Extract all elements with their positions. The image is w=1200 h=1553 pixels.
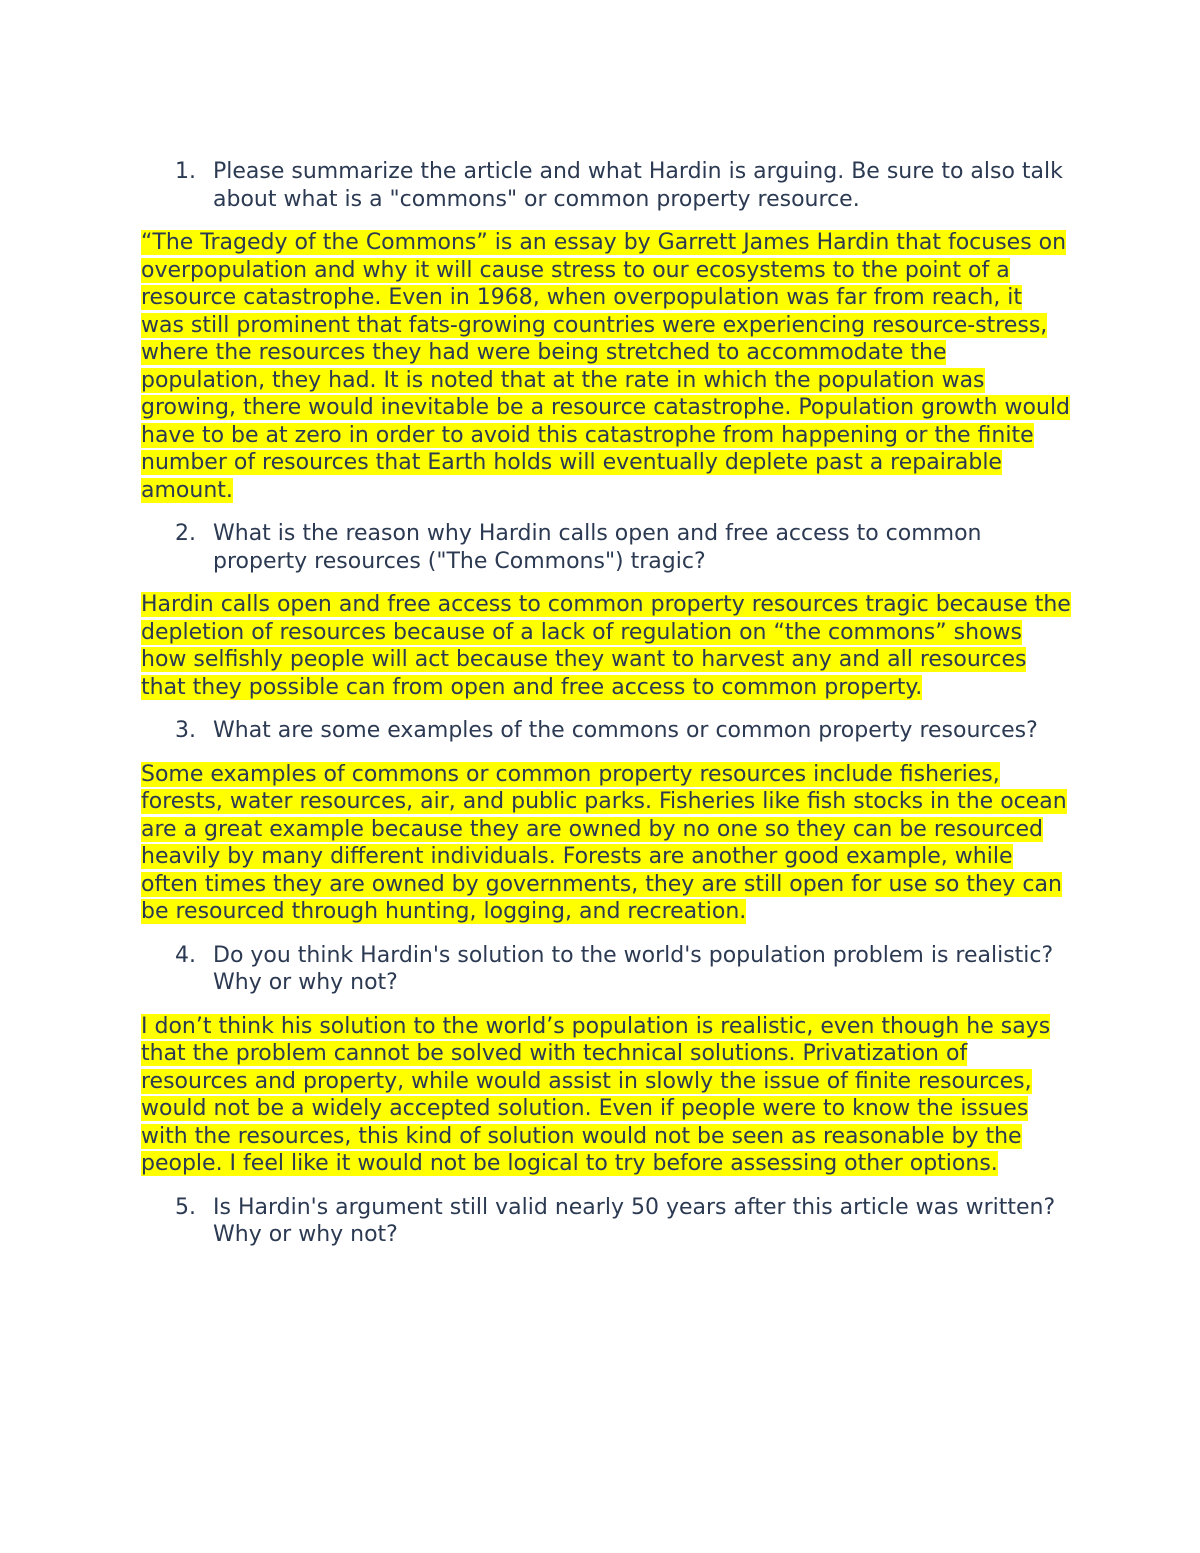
question-text: Do you think Hardin's solution to the world's population problem is realistic? Why or why not? — [213, 942, 1054, 995]
highlighted-answer-text: I don’t think his solution to the world’s population is realistic, even though he says that the problem cannot be solved with technical solutions. Privatization of resources and property, while would assist in slowly the issue of finite resources, would not be a widely accepted solution. Even if people were to know the issues with the resources, this kind of solution would not be seen as reasonable by the people. I feel like it would not be logical to try before assessing other options. — [141, 1013, 1051, 1176]
question-5 — [141, 1194, 1071, 1249]
document-body — [141, 158, 1071, 1265]
highlighted-answer-text: “The Tragedy of the Commons” is an essay by Garrett James Hardin that focuses on overpopulation and why it will cause stress to our ecosystems to the point of a resource catastrophe. Even in 1968, when overpopulation was far from reach, it was still prominent that fats-growing countries were experiencing resource-stress, where the resources they had were being stretched to accommodate the population, they had. It is noted that at the rate in which the population was growing, there would inevitable be a resource catastrophe. Population growth would have to be at zero in order to avoid this catastrophe from happening or the finite number of resources that Earth holds will eventually deplete past a repairable amount. — [141, 230, 1071, 503]
answer-1 — [141, 229, 1071, 504]
highlighted-answer-text: Hardin calls open and free access to common property resources tragic because the depletion of resources because of a lack of regulation on “the commons” shows how selfishly people will act because they want to harvest any and all resources that they possible can from open and free access to common property. — [141, 592, 1071, 700]
question-text: What are some examples of the commons or common property resources? — [213, 718, 1038, 743]
question-number: 3. — [175, 718, 196, 743]
highlighted-answer-text: Some examples of commons or common property resources include fisheries, forests, water resources, air, and public parks. Fisheries like fish stocks in the ocean are a great example because they are owned by no one so they can be resourced heavily by many different individuals. Forests are another good example, while often times they are owned by governments, they are still open for use so they can be resourced through hunting, logging, and recreation. — [141, 761, 1067, 924]
question-number: 1. — [175, 159, 196, 184]
answer-2 — [141, 591, 1071, 701]
question-1 — [141, 158, 1071, 213]
question-text: Please summarize the article and what Hardin is arguing. Be sure to also talk about what is a "commons" or common property resource. — [213, 159, 1063, 212]
question-text: Is Hardin's argument still valid nearly 50 years after this article was written? Why or why not? — [213, 1194, 1056, 1247]
question-number: 2. — [175, 521, 196, 546]
question-4 — [141, 942, 1071, 997]
question-text: What is the reason why Hardin calls open and free access to common property resources ("The Commons") tragic? — [213, 521, 982, 574]
question-2 — [141, 520, 1071, 575]
answer-4 — [141, 1013, 1071, 1178]
question-3 — [141, 717, 1071, 745]
question-number: 5. — [175, 1194, 196, 1220]
answer-3 — [141, 761, 1071, 926]
question-number: 4. — [175, 942, 196, 968]
